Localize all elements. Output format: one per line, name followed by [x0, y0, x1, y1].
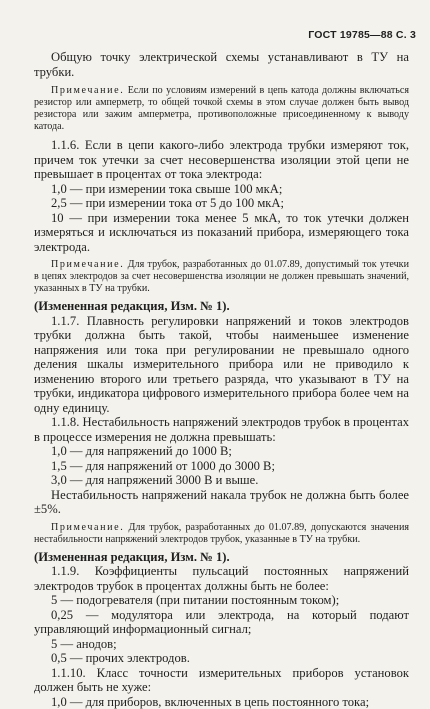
paragraph-1-1-8: 1.1.8. Нестабильность напряжений электродов трубок в процентах в процессе измерения не должна превышать:: [34, 415, 409, 444]
list-item-1-1-6-b: 2,5 — при измерении тока от 5 до 100 мкА;: [34, 196, 409, 211]
document-body: [34, 50, 409, 709]
paragraph-1-1-8-tail: Нестабильность напряжений накала трубок не должна быть более ±5%.: [34, 488, 409, 517]
paragraph-common-point: Общую точку электрической схемы устанавливают в ТУ на трубки.: [34, 50, 409, 79]
list-item-1-1-6-c: 10 — при измерении тока менее 5 мкА, то ток утечки должен измеряться и исключаться из показаний прибора, измеряющего тока электрода.: [34, 211, 409, 255]
note-3: [34, 522, 409, 546]
amendment-note-1: (Измененная редакция, Изм. № 1).: [34, 299, 409, 314]
note-3-text: Для трубок, разработанных до 01.07.89, допускаются значения нестабильности напряжений электродов трубок, указанные в ТУ на трубки.: [34, 522, 409, 545]
list-item-1-1-8-c: 3,0 — для напряжений 3000 В и выше.: [34, 473, 409, 488]
note-2: [34, 259, 409, 295]
paragraph-1-1-6: 1.1.6. Если в цепи какого-либо электрода трубки измеряют ток, причем ток утечки за счет несовершенства изоляции этой цепи не превышает в процентах от тока электрода:: [34, 138, 409, 182]
paragraph-1-1-10: 1.1.10. Класс точности измерительных приборов установок должен быть не хуже:: [34, 666, 409, 695]
list-item-1-1-9-a: 5 — подогревателя (при питании постоянным током);: [34, 593, 409, 608]
note-2-text: Для трубок, разработанных до 01.07.89, допустимый ток утечки в цепях электродов за счет несовершенства изоляции не должен превышать значений, указанных в ТУ на трубки.: [34, 259, 409, 294]
list-item-1-1-9-c: 5 — анодов;: [34, 637, 409, 652]
note-1-label: Примечание.: [51, 85, 124, 96]
list-item-1-1-9-b: 0,25 — модулятора или электрода, на который подают управляющий информационный сигнал;: [34, 608, 409, 637]
list-item-1-1-6-a: 1,0 — при измерении тока свыше 100 мкА;: [34, 182, 409, 197]
page-header: ГОСТ 19785—88 С. 3: [308, 29, 416, 41]
list-item-1-1-10-a: 1,0 — для приборов, включенных в цепь постоянного тока;: [34, 695, 409, 709]
note-1: [34, 85, 409, 133]
note-1-text: Если по условиям измерений в цепь катода должны включаться резистор или амперметр, то общей точкой схемы в этом случае должен быть вывод резистора или зажим амперметра, противоположные присоединенному к выводу катода.: [34, 85, 409, 132]
list-item-1-1-8-b: 1,5 — для напряжений от 1000 до 3000 В;: [34, 459, 409, 474]
paragraph-1-1-9: 1.1.9. Коэффициенты пульсаций постоянных напряжений электродов трубок в процентах должны быть не более:: [34, 564, 409, 593]
note-3-label: Примечание.: [51, 522, 124, 533]
list-item-1-1-8-a: 1,0 — для напряжений до 1000 В;: [34, 444, 409, 459]
paragraph-1-1-7: 1.1.7. Плавность регулировки напряжений и токов электродов трубки должна быть такой, чтобы наименьшее изменение напряжения или тока при регулировании не превышало одного деления шкалы измерительного прибора или не приводило к изменению второго или третьего разряда, что указывают в ТУ на трубки, индикатора цифрового измерительного прибора более чем на одну единицу.: [34, 314, 409, 416]
amendment-note-2: (Измененная редакция, Изм. № 1).: [34, 550, 409, 565]
note-2-label: Примечание.: [51, 259, 124, 270]
list-item-1-1-9-d: 0,5 — прочих электродов.: [34, 651, 409, 666]
